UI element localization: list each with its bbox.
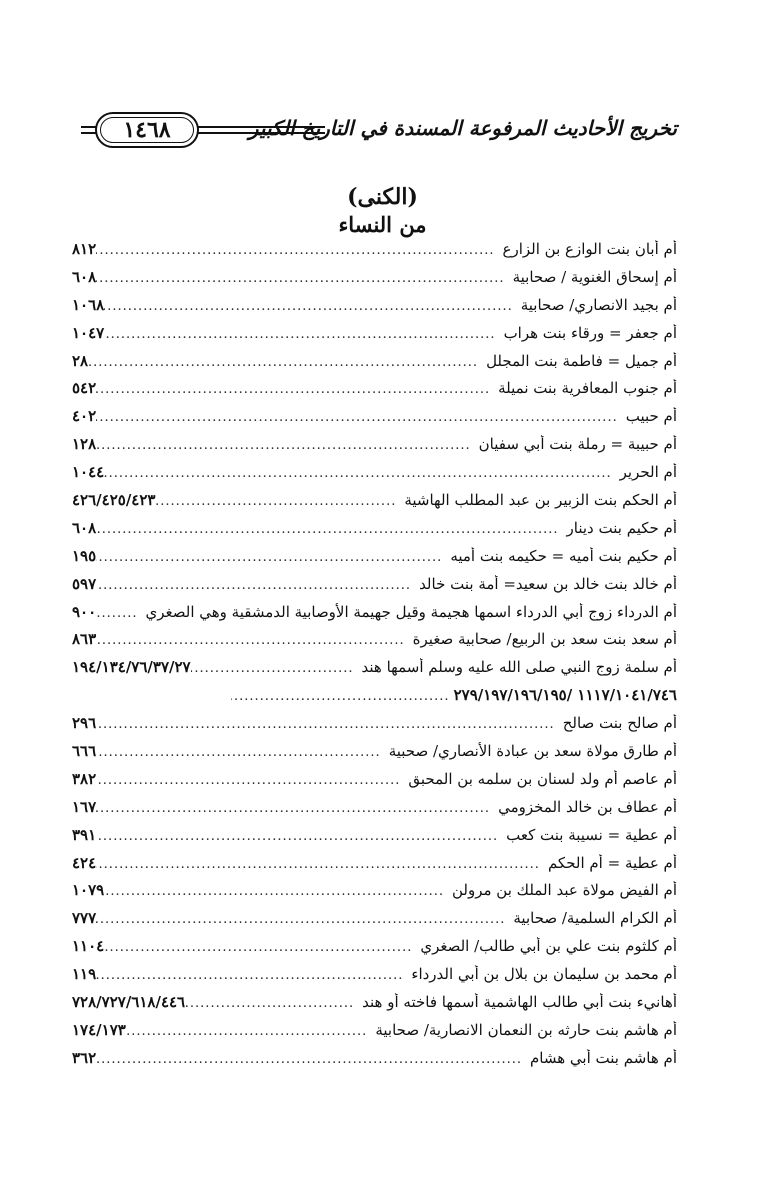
entry-name: أم حبيب [625,407,677,426]
entry-name: أم حكيم بنت دينار [566,518,677,537]
dot-leader [104,940,416,955]
index-entry [72,937,677,965]
index-entry [72,881,677,909]
dot-leader [96,550,446,565]
dot-leader [96,578,415,593]
dot-leader [191,661,358,676]
entry-page-refs: ٩٠٠ [72,602,97,621]
entry-name: أم جميل = فاطمة بنت المجلل [486,351,677,370]
entry-page-refs: ١٠٤٧ [72,323,105,342]
index-entry [72,324,677,352]
entry-name: أم هاشم بنت حارثه بن النعمان الانصارية/ صحابية [375,1020,677,1039]
dot-leader [88,355,482,370]
index-list [72,240,677,1077]
index-entry [72,240,677,268]
dot-leader [185,996,358,1011]
dot-leader [96,857,544,872]
entry-page-refs: ١١٠٤ [72,937,105,956]
entry-page-refs: ٧٢٨/٧٢٧/٦١٨/٤٤٦ [72,993,186,1012]
entry-name: أم طارق مولاة سعد بن عبادة الأنصاري/ صحبية [388,742,677,761]
dot-leader [96,1052,526,1067]
entry-page-refs: ٥٩٧ [72,574,97,593]
entry-page-refs: ١٠٧٩ [72,881,105,900]
index-entry-continuation [72,686,677,714]
index-entry [72,519,677,547]
entry-page-refs: ٦٠٨ [72,518,97,537]
entry-page-refs: ١١٩ [72,965,97,984]
entry-page-refs: ٦٠٨ [72,267,97,286]
entry-name: أم الفيض مولاة عبد الملك بن مرولن [452,881,677,900]
dot-leader [96,243,498,258]
entry-page-refs: ٨٦٣ [72,630,97,649]
page-number-badge: ١٤٦٨ [95,112,199,148]
section-title: (الكنى) [347,184,418,210]
entry-page-refs: ١٠٦٨ [72,295,105,314]
index-entry [72,742,677,770]
dot-leader [104,466,615,481]
dot-leader [104,884,448,899]
book-title: تخريج الأحاديث المرفوعة المسندة في التاريخ الكبير [248,116,677,140]
entry-name: أم بجيد الانصاري/ صحابية [520,295,677,314]
dot-leader [96,606,141,621]
entry-page-refs: ٤٢٤ [72,853,97,872]
index-entry [72,547,677,575]
entry-name: أم الكرام السلمية/ صحابية [513,909,677,928]
index-entry [72,909,677,937]
entry-page-refs: ٥٤٢ [72,379,97,398]
index-entry [72,658,677,686]
index-entry [72,379,677,407]
entry-name: أم كلثوم بنت علي بن أبي طالب/ الصغري [420,937,677,956]
entry-name: أم أبان بنت الوازع بن الزارع [502,240,677,258]
entry-name: أم سعد بنت سعد بن الربيع/ صحابية صغيرة [412,630,677,649]
index-entry [72,268,677,296]
dot-leader [96,968,407,983]
entry-page-refs: ١٦٧ [72,797,97,816]
index-entry [72,463,677,491]
entry-name: أم عاصم أم ولد لسنان بن سلمه بن المحبق [408,769,677,788]
dot-leader [96,382,494,397]
entry-name: أم محمد بن سليمان بن بلال بن أبي الدرداء [411,965,677,984]
entry-page-refs: ٦٦٦ [72,742,97,761]
index-entry [72,798,677,826]
dot-leader [96,633,408,648]
entry-page-refs: ١٧٤/١٧٣ [72,1020,126,1039]
dot-leader [155,494,400,509]
index-entry [72,435,677,463]
dot-leader [96,801,494,816]
dot-leader [96,410,622,425]
index-entry [72,603,677,631]
dot-leader [96,829,502,844]
page-header [95,112,677,152]
index-entry [72,352,677,380]
index-entry [72,714,677,742]
entry-name: أم الحرير [619,463,677,482]
index-entry [72,296,677,324]
entry-name: أم حكيم بنت أميه = حكيمه بنت أميه [450,546,677,565]
entry-name: أم الدرداء زوج أبي الدرداء اسمها هجيمة وقيل جهيمة الأوصابية الدمشقية وهي الصغري [145,602,677,621]
dot-leader [104,299,517,314]
entry-name: أم جنوب المعافرية بنت نميلة [498,379,677,398]
entry-page-refs: ١٠٤٤ [72,463,105,482]
entry-name: أم خالد بنت خالد بن سعيد= أمة بنت خالد [419,574,677,593]
index-entry [72,965,677,993]
dot-leader [96,773,404,788]
entry-name: أم سلمة زوج النبي صلى الله عليه وسلم أسمها هند [361,658,677,677]
index-entry [72,491,677,519]
entry-page-refs: ٢٨ [72,351,89,370]
dot-leader [231,689,454,704]
entry-name: أم حبيبة = رملة بنت أبي سفيان [478,435,677,454]
index-entry [72,630,677,658]
section-subtitle: من النساء [338,212,427,237]
index-entry [72,1049,677,1077]
entry-name: أم صالح بنت صالح [562,714,677,733]
dot-leader [96,745,385,760]
entry-page-refs: ٧٧٧ [72,909,97,928]
entry-name: أم هاشم بنت أبي هشام [530,1048,677,1067]
dot-leader [126,1024,372,1039]
index-entry [72,826,677,854]
entry-page-refs: ٣٨٢ [72,769,97,788]
index-entry [72,993,677,1021]
entry-page-refs: ٤٠٢ [72,407,97,426]
dot-leader [96,438,474,453]
entry-name: أم جعفر = ورقاء بنت هراب [503,323,677,342]
entry-page-refs: ١٩٤/١٣٤/٧٦/٣٧/٢٧ [72,658,191,677]
entry-name: أم إسحاق الغنوية / صحابية [512,267,677,286]
index-entry [72,1021,677,1049]
entry-page-refs: ١٩٥ [72,546,97,565]
dot-leader [104,327,499,342]
entry-page-refs: ١٢٨ [72,435,97,454]
entry-page-refs: ٨١٢ [72,240,97,258]
entry-name: أهانيء بنت أبي طالب الهاشمية أسمها فاخته أو هند [362,993,677,1012]
dot-leader [96,717,559,732]
entry-page-refs: ٣٩١ [72,825,97,844]
entry-name: أم عطية = نسيبة بنت كعب [506,825,677,844]
entry-name: أم عطية = أم الحكم [547,853,677,872]
index-entry [72,407,677,435]
entry-page-refs: ٣٦٢ [72,1048,97,1067]
entry-page-refs: ١١١٧/١٠٤١/٧٤٦ /٢٧٩/١٩٧/١٩٦/١٩٥ [453,686,677,705]
dot-leader [96,912,509,927]
index-entry [72,575,677,603]
dot-leader [96,522,562,537]
entry-name: أم الحكم بنت الزبير بن عبد المطلب الهاشية [404,491,677,510]
entry-name: أم عطاف بن خالد المخزومي [498,797,677,816]
entry-page-refs: ٢٩٦ [72,714,97,733]
dot-leader [96,271,508,286]
entry-page-refs: ٤٢٦/٤٢٥/٤٢٣ [72,491,156,510]
index-entry [72,770,677,798]
index-entry [72,854,677,882]
